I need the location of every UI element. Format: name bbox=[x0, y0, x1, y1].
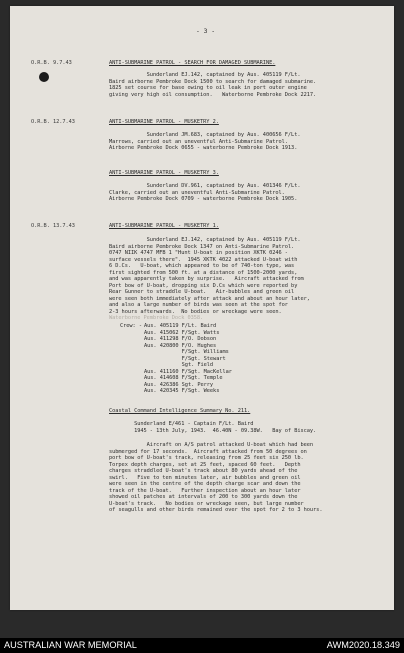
footer-accession-number: AWM2020.18.349 bbox=[326, 640, 400, 650]
entry-line: giving very high oil consumption. Waterborne Pembroke Dock 2217. bbox=[109, 91, 317, 98]
archive-footer-bar bbox=[0, 638, 404, 653]
crew-member: Aus. 411160 F/Sgt. MacKellar bbox=[144, 368, 232, 375]
orb-reference: O.R.B. 12.7.43 bbox=[31, 119, 75, 125]
entry-line: Marrows, carried out an uneventful Anti-Submarine Patrol. bbox=[109, 138, 288, 145]
entry-heading: ANTI-SUBMARINE PATROL - SEARCH FOR DAMAGED SUBMARINE. bbox=[109, 60, 276, 66]
crew-member: Aus. 414608 F/Sgt. Temple bbox=[144, 375, 223, 381]
crew-member: F/Sgt. Stewart bbox=[144, 355, 226, 362]
crew-member: Aus. 411298 F/O. Dobson bbox=[144, 336, 217, 342]
summary-heading: Coastal Command Intelligence Summary No. 211. bbox=[109, 408, 251, 414]
entry-line: Sunderland EJ.142, captained by Aus. 405119 F/Lt. bbox=[109, 237, 301, 243]
entry-heading: ANTI-SUBMARINE PATROL - MUSKETRY 2. bbox=[109, 119, 219, 125]
orb-reference: O.R.B. 9.7.43 bbox=[31, 60, 72, 66]
entry-line: and was apparently taken by surprise. Aircraft attacked from bbox=[109, 276, 304, 282]
summary-paragraph-line: submerged for 17 seconds. Aircraft attacked from 50 degrees on bbox=[109, 448, 307, 455]
faint-line: Waterborne Pembroke Dock 0358. bbox=[109, 315, 204, 321]
entry-heading: ANTI-SUBMARINE PATROL - MUSKETRY 3. bbox=[109, 170, 219, 176]
entry-line: were seen both immediately after attack and about an hour later, bbox=[109, 295, 310, 302]
entry-line: 1825 set course for base owing to oil leak in port outer engine bbox=[109, 85, 307, 91]
page-number: - 3 - bbox=[196, 27, 215, 35]
summary-paragraph-line: track of the U-boat. Further inspection about an hour later bbox=[109, 487, 301, 494]
entry-line: Baird airborne Pembroke Dock 1500 to search for damaged submarine. bbox=[109, 78, 317, 85]
crew-member: F/Sgt. Williams bbox=[144, 349, 229, 355]
document-page bbox=[10, 6, 394, 610]
summary-paragraph-line: Torpex depth charges, set at 25 feet, spaced 60 feet. Depth bbox=[109, 461, 301, 468]
entry-line: Baird airborne Pembroke Dock 1347 on Anti-Submarine Patrol. bbox=[109, 243, 295, 250]
entry-line: 2-3 hours afterwards. No bodies or wreckage were seen. bbox=[109, 308, 282, 315]
summary-paragraph-line: swirl. Five to ten minutes later, air bubbles and green oil bbox=[109, 474, 301, 481]
entry-line: Sunderland EJ.142, captained by Aus. 405119 F/Lt. bbox=[109, 72, 301, 78]
orb-reference: O.R.B. 13.7.43 bbox=[31, 223, 75, 229]
punch-hole bbox=[39, 72, 49, 82]
entry-line: Port bow of U-boat, dropping six D.Cs which were reported by bbox=[109, 282, 298, 289]
entry-line: Sunderland DV.961, captained by Aus. 401346 F/Lt. bbox=[109, 183, 301, 189]
entry-line: Sunderland JM.683, captained by Aus. 400656 F/Lt. bbox=[109, 132, 301, 138]
summary-paragraph-line: port bow of U-boat's track, releasing from 25 feet six 250 lb. bbox=[109, 455, 304, 461]
summary-paragraph-line: U-boat's track. No bodies or wreckage seen, but large number bbox=[109, 500, 304, 507]
summary-paragraph-line: showed oil patches at intervals of 200 to 300 yards down the bbox=[109, 494, 298, 500]
entry-line: and also a large number of birds was seen at the spot for bbox=[109, 302, 288, 308]
entry-heading: ANTI-SUBMARINE PATROL - MUSKETRY 1. bbox=[109, 223, 219, 229]
footer-institution: AUSTRALIAN WAR MEMORIAL bbox=[4, 640, 137, 650]
entry-line: surface vessels there". 1945 XKTK 4022 attacked U-boat with bbox=[109, 256, 298, 263]
entry-line: Clarke, carried out an uneventful Anti-Submarine Patrol. bbox=[109, 189, 285, 196]
entry-line: Rear Gunner to straddle U-boat. Air-bubbles and green oil bbox=[109, 289, 295, 295]
summary-paragraph-line: charges straddled U-boat's track about 80 yards ahead of the bbox=[109, 468, 298, 474]
crew-member: Aus. 415062 F/Sgt. Watts bbox=[144, 329, 220, 336]
entry-line: 6 D.Cs. U-boat, which appeared to be of 740-ton type, was bbox=[109, 263, 295, 269]
crew-member: Sgt. Field bbox=[144, 362, 214, 368]
crew-label: Crew: - bbox=[120, 323, 142, 329]
summary-paragraph-line: were seen in the centre of the depth charge scar and down the bbox=[109, 481, 301, 487]
crew-member: Aus. 426386 Sgt. Perry bbox=[144, 381, 214, 388]
entry-line: Airborne Pembroke Dock 0655 - waterborne Pembroke Dock 1913. bbox=[109, 145, 298, 151]
summary-line: Sunderland E/461 - Captain F/Lt. Baird bbox=[109, 421, 254, 427]
summary-line: 1945 - 13th July, 1943. 46.40N - 09.38W. Bay of Biscay. bbox=[109, 427, 317, 434]
entry-line: 0747 NIIK 4747 MFB 1 "Hunt U-boat in position XKTK 0246 - bbox=[109, 250, 288, 256]
summary-paragraph-line: Aircraft on A/S patrol attacked U-boat which had been bbox=[109, 442, 314, 448]
summary-paragraph-line: of seagulls and other birds remained over the spot for 2 to 3 hours. bbox=[109, 507, 323, 513]
entry-line: Airborne Pembroke Dock 0709 - waterborne Pembroke Dock 1905. bbox=[109, 196, 298, 202]
crew-member: Aus. 420345 F/Sgt. Weeks bbox=[144, 388, 220, 394]
crew-member: Aus. 405119 F/Lt. Baird bbox=[144, 323, 217, 329]
crew-member: Aus. 420800 F/O. Hughes bbox=[144, 342, 217, 349]
entry-line: first sighted from 500 ft. at a distance of 1500-2000 yards, bbox=[109, 269, 298, 276]
